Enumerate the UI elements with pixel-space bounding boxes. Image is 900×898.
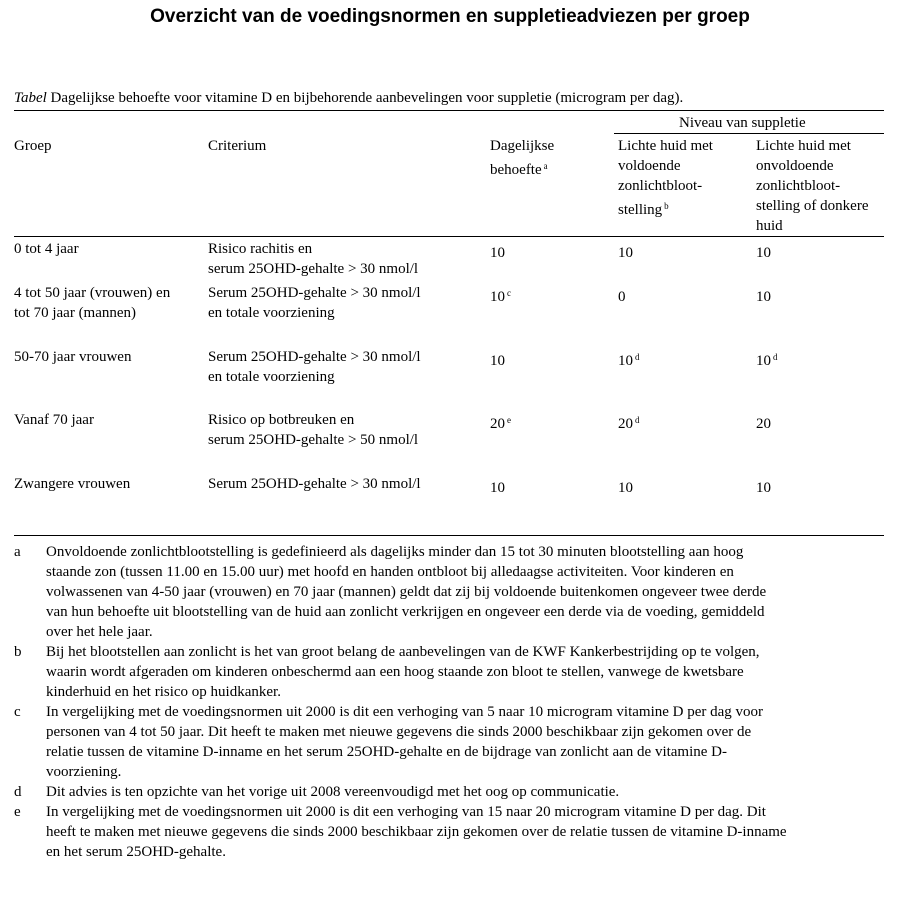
footnote-ref: c xyxy=(507,288,511,298)
header-licht xyxy=(618,136,713,220)
footnote-c xyxy=(14,702,886,782)
cell-donker: 10 xyxy=(756,289,771,305)
cell-behoefte: 20 $^e$ xyxy=(490,415,511,432)
cell-donker: 10 xyxy=(756,245,771,261)
footnote-letter: a xyxy=(14,544,21,560)
header-bottom-rule xyxy=(14,236,884,237)
footnote-text: Onvoldoende zonlichtblootstelling is gedefinieerd als dagelijks minder dan 15 tot 30 minuten blootstelling aan hoog staande zon (tussen 11.00 en 15.00 uur) met hoofd en handen ontbloot bij alledaagse activiteiten. Voor kinderen en volwassenen van 4-50 jaar (vrouwen) en 70 jaar (mannen) geldt dat zij bij voldoende buitenkomen ongeveer twee derde van hun behoefte uit blootstelling van de huid aan zonlicht verkrijgen en ongeveer een derde via de voeding, gemiddeld over het hele jaar. xyxy=(46,544,767,640)
footnote-ref: d xyxy=(773,352,778,362)
footnote-ref: b xyxy=(664,201,669,211)
header-behoefte xyxy=(490,136,554,180)
group-header-rule xyxy=(614,133,884,134)
cell-licht: 10 xyxy=(618,245,633,261)
table-caption xyxy=(14,90,683,107)
caption-text: Dagelijkse behoefte voor vitamine D en bijbehorende aanbevelingen voor suppletie (microgram per dag). xyxy=(46,90,684,106)
cell-criterium: Serum 25OHD-gehalte > 30 nmol/l en totale voorziening xyxy=(208,349,421,385)
footnote-ref: e xyxy=(507,415,511,425)
cell-donker: 10 xyxy=(756,480,771,496)
header-donker-line: onvoldoende xyxy=(756,158,834,174)
header-criterium: Criterium xyxy=(208,138,267,154)
footnote-ref: d xyxy=(635,415,640,425)
cell-donker: 20 xyxy=(756,416,771,432)
footnote-letter: e xyxy=(14,804,21,820)
cell-criterium: Risico rachitis en serum 25OHD-gehalte > 30 nmol/l xyxy=(208,241,419,277)
header-licht-line: Lichte huid met xyxy=(618,138,713,154)
cell-behoefte: 10 xyxy=(490,480,505,496)
cell-groep: Zwangere vrouwen xyxy=(14,476,131,492)
cell-criterium: Serum 25OHD-gehalte > 30 nmol/l xyxy=(208,476,421,492)
header-groep: Groep xyxy=(14,138,52,154)
header-licht-line: zonlichtbloot- xyxy=(618,178,703,194)
footnote-b xyxy=(14,642,886,702)
cell-licht: 10 $^d$ xyxy=(618,352,640,369)
caption-label: Tabel xyxy=(14,90,47,106)
cell-behoefte: 10 xyxy=(490,353,505,369)
cell-licht: 0 xyxy=(618,289,626,305)
header-donker-line: stelling of donkere xyxy=(756,198,869,214)
footnotes xyxy=(14,542,886,862)
footnote-e xyxy=(14,802,886,862)
cell-groep: 4 tot 50 jaar (vrouwen) en tot 70 jaar (mannen) xyxy=(14,285,171,321)
header-behoefte-line: behoefte $^a$ xyxy=(490,161,548,178)
footnote-text: In vergelijking met de voedingsnormen uit 2000 is dit een verhoging van 15 naar 20 microgram vitamine D per dag. Dit heeft te maken met nieuwe gegevens die sinds 2000 beschikbaar zijn gekomen over de relatie tussen de vitamine D-inname en het serum 25OHD-gehalte. xyxy=(46,804,787,860)
footnote-text: Bij het blootstellen aan zonlicht is het van groot belang de aanbevelingen van de KWF Kankerbestrijding op te volgen, waarin wordt afgeraden om kinderen onbeschermd aan een hoog staande zon bloot te stellen, vanwege de kwetsbare kinderhuid en het risico op huidkanker. xyxy=(46,644,760,700)
header-licht-line: stelling $^b$ xyxy=(618,201,669,218)
header-licht-line: voldoende xyxy=(618,158,681,174)
table-bottom-rule xyxy=(14,535,884,536)
cell-criterium: Risico op botbreuken en serum 25OHD-gehalte > 50 nmol/l xyxy=(208,412,419,448)
footnote-text: Dit advies is ten opzichte van het vorige uit 2008 vereenvoudigd met het oog op communicatie. xyxy=(46,784,620,800)
footnote-ref: d xyxy=(635,352,640,362)
footnote-a xyxy=(14,542,886,642)
cell-groep: 50-70 jaar vrouwen xyxy=(14,349,132,365)
header-donker xyxy=(756,136,868,236)
header-donker-line: huid xyxy=(756,218,783,234)
footnote-letter: b xyxy=(14,644,22,660)
cell-behoefte: 10 $^c$ xyxy=(490,288,511,305)
cell-groep: 0 tot 4 jaar xyxy=(14,241,79,257)
header-behoefte-line: Dagelijkse xyxy=(490,138,555,154)
cell-donker: 10 $^d$ xyxy=(756,352,778,369)
cell-licht: 10 xyxy=(618,480,633,496)
footnote-ref: a xyxy=(543,161,548,171)
cell-groep: Vanaf 70 jaar xyxy=(14,412,94,428)
cell-behoefte: 10 xyxy=(490,245,505,261)
group-header-niveau: Niveau van suppletie xyxy=(679,115,806,131)
table-top-rule xyxy=(14,110,884,111)
page-title: Overzicht van de voedingsnormen en suppletieadviezen per groep xyxy=(150,6,750,27)
footnote-letter: d xyxy=(14,784,22,800)
cell-criterium: Serum 25OHD-gehalte > 30 nmol/l en totale voorziening xyxy=(208,285,421,321)
header-donker-line: Lichte huid met xyxy=(756,138,851,154)
cell-licht: 20 $^d$ xyxy=(618,415,640,432)
footnote-text: In vergelijking met de voedingsnormen uit 2000 is dit een verhoging van 5 naar 10 microgram vitamine D per dag voor personen van 4 tot 50 jaar. Dit heeft te maken met nieuwe gegevens die sinds 2000 beschikbaar zijn gekomen over de relatie tussen de vitamine D-inname en het serum 25OHD-gehalte en de bijdrage van zonlicht aan de vitamine D- voorziening. xyxy=(46,704,764,780)
footnote-letter: c xyxy=(14,704,21,720)
header-donker-line: zonlichtbloot- xyxy=(756,178,841,194)
footnote-d xyxy=(14,782,886,802)
